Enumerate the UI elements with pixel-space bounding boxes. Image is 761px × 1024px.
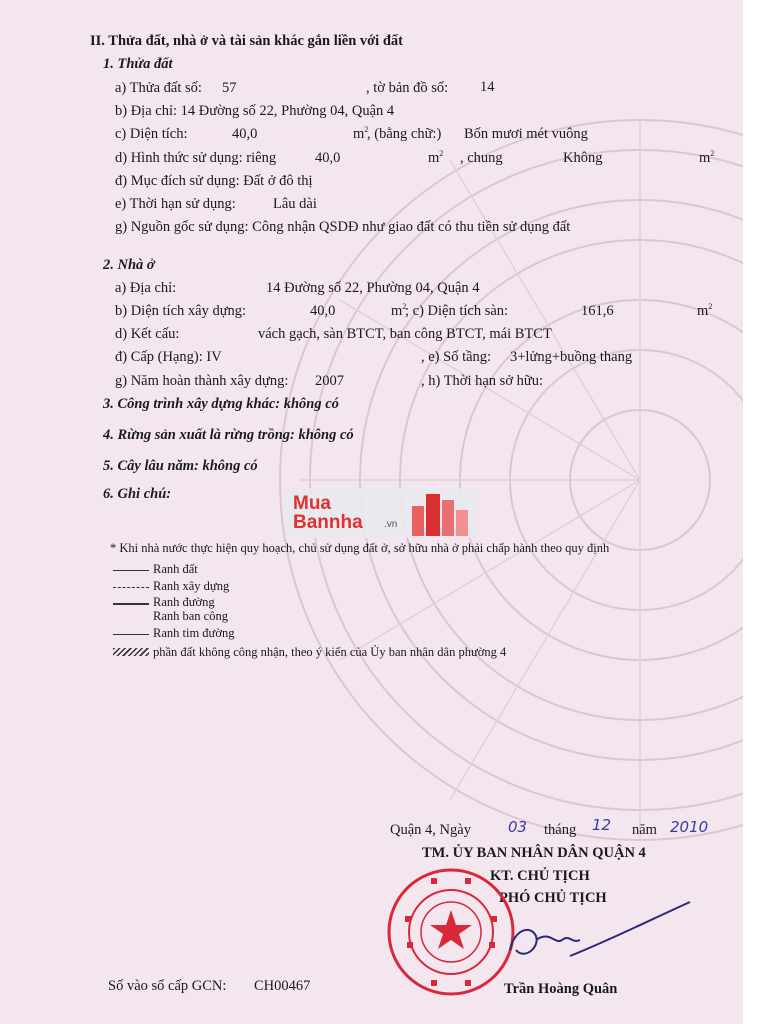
map-sheet-number: 14 <box>480 79 495 95</box>
shared-use-unit: $m^2$ <box>699 149 715 166</box>
floor-area-label: ; c) Diện tích sàn: <box>405 303 509 319</box>
perennial-trees: 5. Cây lâu năm: không có <box>103 458 258 474</box>
road-boundary-line <box>113 603 149 605</box>
unrecognized-land-hatch <box>113 648 149 656</box>
floor-area-unit: $m^2$ <box>697 302 713 319</box>
built-area-label: b) Diện tích xây dựng: <box>115 303 247 319</box>
shared-use-value: Không <box>563 150 603 166</box>
date-month-label: tháng <box>544 822 577 838</box>
land-address: b) Địa chỉ: 14 Đường số 22, Phường 04, Quận 4 <box>115 103 395 119</box>
footnote: * Khi nhà nước thực hiện quy hoạch, chủ sử dụng đất ở, sở hữu nhà ở phải chấp hành theo quy định <box>110 541 610 555</box>
house-heading: 2. Nhà ở <box>103 257 155 273</box>
section-title: II. Thửa đất, nhà ở và tài sản khác gắn liền với đất <box>90 33 403 49</box>
road-centerline <box>113 634 149 635</box>
other-works: 3. Công trình xây dựng khác: không có <box>103 396 339 412</box>
area-in-words: Bốn mươi mét vuông <box>464 126 588 142</box>
land-origin: g) Nguồn gốc sử dụng: Công nhận QSDĐ như giao đất có thu tiền sử dụng đất <box>115 219 571 235</box>
floor-area-value: 161,6 <box>581 303 614 319</box>
registry-number: CH00467 <box>254 978 311 994</box>
watermark-suffix: .vn <box>384 519 398 530</box>
area-value: 40,0 <box>232 126 258 142</box>
ownership-term-label: , h) Thời hạn sở hữu: <box>421 373 544 389</box>
date-month: 12 <box>592 816 612 834</box>
legend-road-centerline: Ranh tim đường <box>153 626 235 640</box>
signatory-line-1: TM. ỦY BAN NHÂN DÂN QUẬN 4 <box>422 845 646 861</box>
house-grade: đ) Cấp (Hạng): IV <box>115 349 222 365</box>
structure-value: vách gạch, sàn BTCT, ban công BTCT, mái BTCT <box>258 326 552 342</box>
area-unit: $m^2$ <box>353 125 369 142</box>
land-heading: 1. Thửa đất <box>103 56 173 72</box>
signatory-line-2: KT. CHỦ TỊCH <box>490 868 590 884</box>
built-area-unit: $m^2$ <box>391 302 407 319</box>
map-sheet-label: , tờ bản đồ số: <box>366 80 449 96</box>
watermark-text-bannha: Bannha <box>293 512 363 533</box>
registry-label: Số vào sổ cấp GCN: <box>108 978 227 994</box>
structure-label: d) Kết cấu: <box>115 326 180 342</box>
area-label: c) Diện tích: <box>115 126 188 142</box>
legend-land-boundary: Ranh đất <box>153 562 198 576</box>
term-label: e) Thời hạn sử dụng: <box>115 196 236 212</box>
construction-boundary-line <box>113 587 149 588</box>
legend-unrecognized-land: phần đất không công nhận, theo ý kiến của Ủy ban nhân dân phường 4 <box>153 645 507 659</box>
completion-year-label: g) Năm hoàn thành xây dựng: <box>115 373 289 389</box>
use-form-label: d) Hình thức sử dụng: riêng <box>115 150 277 166</box>
date-day: 03 <box>508 818 528 836</box>
signatory-name: Trần Hoàng Quân <box>504 981 618 997</box>
legend-road-boundary: Ranh đường <box>153 595 215 609</box>
house-address-label: a) Địa chỉ: <box>115 280 177 296</box>
watermark-text-mua: Mua <box>293 493 331 514</box>
shared-use-label: , chung <box>460 150 503 166</box>
date-place: Quận 4, Ngày <box>390 822 471 838</box>
notes-heading: 6. Ghi chú: <box>103 486 172 502</box>
land-boundary-line <box>113 570 149 571</box>
land-purpose: đ) Mục đích sử dụng: Đất ở đô thị <box>115 173 313 189</box>
production-forest: 4. Rừng sản xuất là rừng trồng: không có <box>103 427 354 443</box>
date-year-label: năm <box>632 822 657 838</box>
floors-value: 3+lửng+buồng thang <box>510 349 633 365</box>
completion-year: 2007 <box>315 373 344 389</box>
legend-construction-boundary: Ranh xây dựng <box>153 579 230 593</box>
house-address: 14 Đường số 22, Phường 04, Quận 4 <box>266 280 480 296</box>
private-use-unit: $m^2$ <box>428 149 444 166</box>
buildings-icon <box>410 490 470 536</box>
official-red-seal <box>385 866 517 998</box>
signature <box>500 900 700 970</box>
floors-label: , e) Số tầng: <box>421 349 492 365</box>
area-words-label: , (bằng chữ:) <box>367 126 442 142</box>
date-year: 2010 <box>670 818 709 836</box>
term-value: Lâu dài <box>273 196 317 212</box>
legend-balcony-boundary: Ranh ban công <box>153 609 228 623</box>
private-use-area: 40,0 <box>315 150 341 166</box>
parcel-label: a) Thửa đất số: <box>115 80 202 96</box>
signatory-line-3: PHÓ CHỦ TỊCH <box>499 890 607 906</box>
watermark-logo <box>285 488 475 538</box>
built-area-value: 40,0 <box>310 303 336 319</box>
parcel-number: 57 <box>222 80 237 96</box>
